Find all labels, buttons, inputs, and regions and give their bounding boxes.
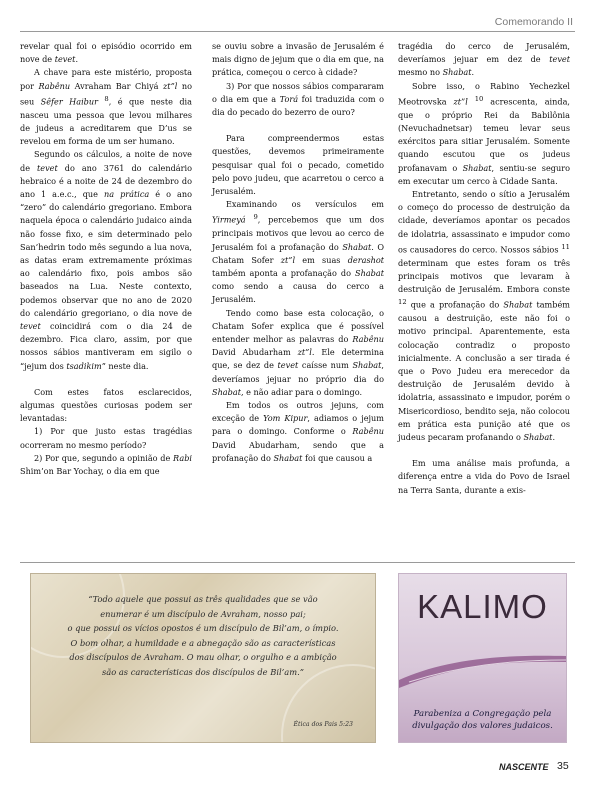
ad-message-line: divulgação dos valores judaicos. [412,720,553,731]
article-column-2 [212,40,384,465]
header-divider [20,31,575,32]
swoosh-decoration [399,632,566,692]
quote-line: são as características dos discípulos de Bil’am.” [102,666,304,677]
kalimo-advertisement [398,573,567,743]
article-paragraph: 2) Por que, segundo a opinião de Rabi Shim’on Bar Yochay, o dia em que [20,452,192,477]
article-paragraph: se ouviu sobre a invasão de Jerusalém é mais digno de jejum que o dia em que, na prática, começou o cerco à cidade? [212,41,384,78]
article-paragraph: Em uma análise mais profunda, a diferença entre a vida do Povo de Israel na Terra Santa, durante a exis- [398,458,570,495]
quote-line: O bom olhar, a humildade e a abnegação são as características [70,637,336,648]
article-paragraph: Sobre isso, o Rabino Yechezkel Meotrovska zt”l $^{10}$ acrescenta, ainda, que o próprio Rei da Babilônia (Nevuchadnetsar) temeu levar seus exércitos para sitiar Jerusalém. Somente quando escutou que os judeus profanavam o Shabat, sentiu-se seguro em executar um cerco à Cidade Santa. [398,80,571,186]
quote-source: Ética dos Pais 5:23 [293,721,353,728]
ad-message-line: Parabeniza a Congregação pela [413,709,552,719]
article-paragraph: Segundo os cálculos, a noite de nove de tevet do ano 3761 do calendário hebraico é a noite de 24 de dezembro do ano 1 a.e.c., que na prática é o ano “zero” do calendário gregoriano. Embora naquela época o calendário judaico ainda não fosse fixo, e sim determinado pelo San’hedrin todo mês segundo a lua nova, as datas eram extremamente próximas ao calendário fixo, pois ambos são baseados na Lua. Neste contexto, podemos observar que no ano de 2020 do calendário gregoriano, o dia nove de tevet coincidirá com o dia 24 de dezembro. Fica claro, assim, por que nossos sábios mantiveram em sigilo o “jejum dos tsadikim” neste dia. [20,149,193,371]
article-paragraph: Em todos os outros jejuns, com exceção de Yom Kipur, adiamos o jejum para o domingo. Conforme o Rabênu David Abudarham, sendo que a profanação do Shabat foi que causou a [212,400,384,463]
article-paragraph: revelar qual foi o episódio ocorrido em nove de tevet. [20,41,192,65]
article-paragraph: Entretanto, sendo o sítio a Jerusalém o começo do processo de destruição da cidade, deveríamos apontar os pecados de idolatria, assassinato e impudor como os causadores do cerco. Nossos sábios $^{11}$ determinam que estes foram os três principais motivos que levaram à destruição de Jerusalém. Embora conste $^{12}$ que a profanação do Shabat também causou a destruição, este não foi o motivo principal. Aparentemente, esta colocação contradiz o proposto inicialmente. A conclusão a ser tirada é que o Povo Judeu era merecedor da destruição de Jerusalém devido à idolatria, assassinato e impudor, porém o Misericordioso, bendito seja, não colocou em prática esta punição até que os judeus pecaram profanando o Shabat. [398,188,570,443]
quote-line: enumerar é um discípulo de Avraham, nosso pai; [100,608,306,619]
content-divider [20,562,575,563]
quote-line: dos discípulos de Avraham. O mau olhar, o orgulho e a ambição [69,652,337,663]
quote-line: “Todo aquele que possui as três qualidades que se vão [88,594,318,604]
article-paragraph: A chave para este mistério, proposta por Rabênu Avraham Bar Chiyá zt”l no seu Sêfer Haibur $^8$, é que neste dia nasceu uma pessoa que levou milhares de judeus a acreditarem que D’us se revelou em forma de um ser humano. [20,67,192,147]
quote-text [41,592,365,680]
article-paragraph: 3) Por que nossos sábios compararam o dia em que a Torá foi traduzida com o dia do pecado do bezerro de ouro? [212,80,384,118]
paragraph-spacer [20,373,192,386]
article-paragraph: Para compreendermos estas questões, devemos primeiramente pesquisar qual foi o pecado, cometido pelo povo judeu, que acarretou o cerco a Jerusalém. [212,133,384,197]
section-title: Comemorando II [494,16,573,28]
paragraph-spacer [398,444,570,457]
article-column-1 [20,40,192,478]
quote-box [30,573,376,743]
article-paragraph: Examinando os versículos em Yirmeyá $^9$, percebemos que um dos principais motivos que levou ao cerco de Jerusalém foi a profanação do Shabat. O Chatam Sofer zt”l em suas derashot também aponta a profanação do Shabat como sendo a causa do cerco a Jerusalém. [212,199,384,305]
quote-line: o que possui os vícios opostos é um discípulo de Bil’am, o ímpio. [67,623,339,634]
ad-message [405,709,560,732]
article-paragraph: Com estes fatos esclarecidos, algumas questões curiosas podem ser levantadas: [20,386,192,424]
article-column-3 [398,40,570,497]
article-paragraph: tragédia do cerco de Jerusalém, deveríamos jejuar em dez de tevet mesmo no Shabat. [398,41,570,78]
kalimo-logo: KALIMO [417,588,548,625]
article-paragraph: 1) Por que justo estas tragédias ocorreram no mesmo período? [20,426,192,450]
paragraph-spacer [212,119,384,132]
article-paragraph: Tendo como base esta colocação, o Chatam Sofer explica que é possível entender melhor as palavras do Rabênu David Abudarham zt”l. Ele determina que, se dez de tevet caísse num Shabat, deveríamos jejuar no próprio dia do Shabat, e não adiar para o domingo. [212,307,384,397]
magazine-logo: NASCENTE [499,762,549,772]
page-number: 35 [557,760,569,772]
